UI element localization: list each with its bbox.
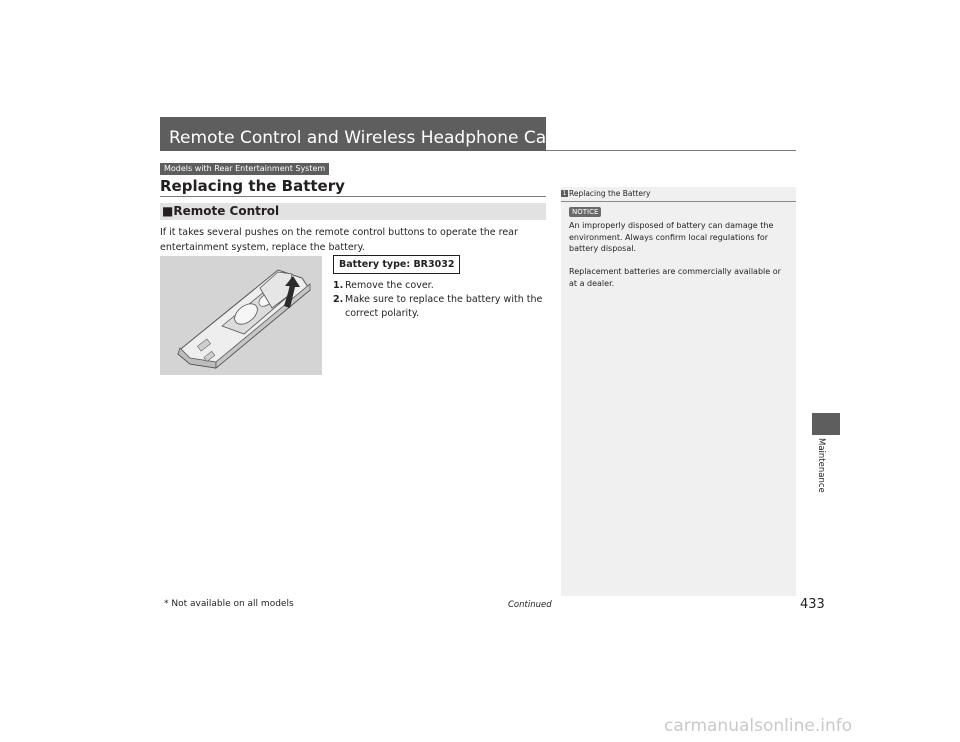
footnote: * Not available on all models — [164, 599, 294, 609]
sidebar-paragraph: An improperly disposed of battery can damage the environment. Always confirm local regulations for battery disposal. — [569, 221, 774, 253]
step-item — [333, 293, 545, 321]
chapter-tab — [812, 413, 840, 435]
remote-control-battery-icon — [160, 256, 322, 375]
notes-sidebar — [561, 187, 796, 596]
model-tag: Models with Rear Entertainment System — [160, 163, 329, 175]
step-item — [333, 279, 545, 293]
step-number: 2. — [333, 294, 344, 305]
page-title — [160, 117, 570, 151]
step-text: Make sure to replace the battery with the correct polarity. — [345, 294, 543, 319]
notice-badge: NOTICE — [569, 207, 601, 217]
battery-type-label: Battery type: BR3032 — [333, 255, 460, 274]
reference-marker-icon: 1 — [562, 190, 567, 197]
chapter-label-text: Maintenance — [816, 438, 826, 493]
title-rule — [546, 150, 796, 151]
section-rule — [160, 196, 546, 197]
section-title: Replacing the Battery — [160, 177, 345, 195]
step-number: 1. — [333, 280, 344, 291]
sidebar-body — [569, 220, 789, 301]
page-number: 433 — [800, 597, 825, 612]
step-text: Remove the cover. — [345, 280, 434, 291]
sidebar-heading — [561, 187, 796, 202]
subsection-title: Remote Control — [173, 204, 280, 218]
square-bullet-icon: ■ — [162, 204, 174, 218]
title-asterisk: * — [564, 128, 570, 139]
continued-label: Continued — [508, 600, 552, 610]
sidebar-paragraph: Replacement batteries are commercially available or at a dealer. — [569, 267, 781, 288]
step-list — [333, 279, 545, 321]
intro-text: If it takes several pushes on the remote control buttons to operate the rear entertainment system, replace the battery. — [160, 227, 518, 253]
page-title-text: Remote Control and Wireless Headphone Care — [169, 128, 564, 148]
subsection-heading — [160, 203, 546, 220]
sidebar-heading-text: Replacing the Battery — [569, 189, 651, 198]
watermark: carmanualsonline.info — [664, 716, 853, 736]
remote-control-illustration — [160, 256, 322, 375]
